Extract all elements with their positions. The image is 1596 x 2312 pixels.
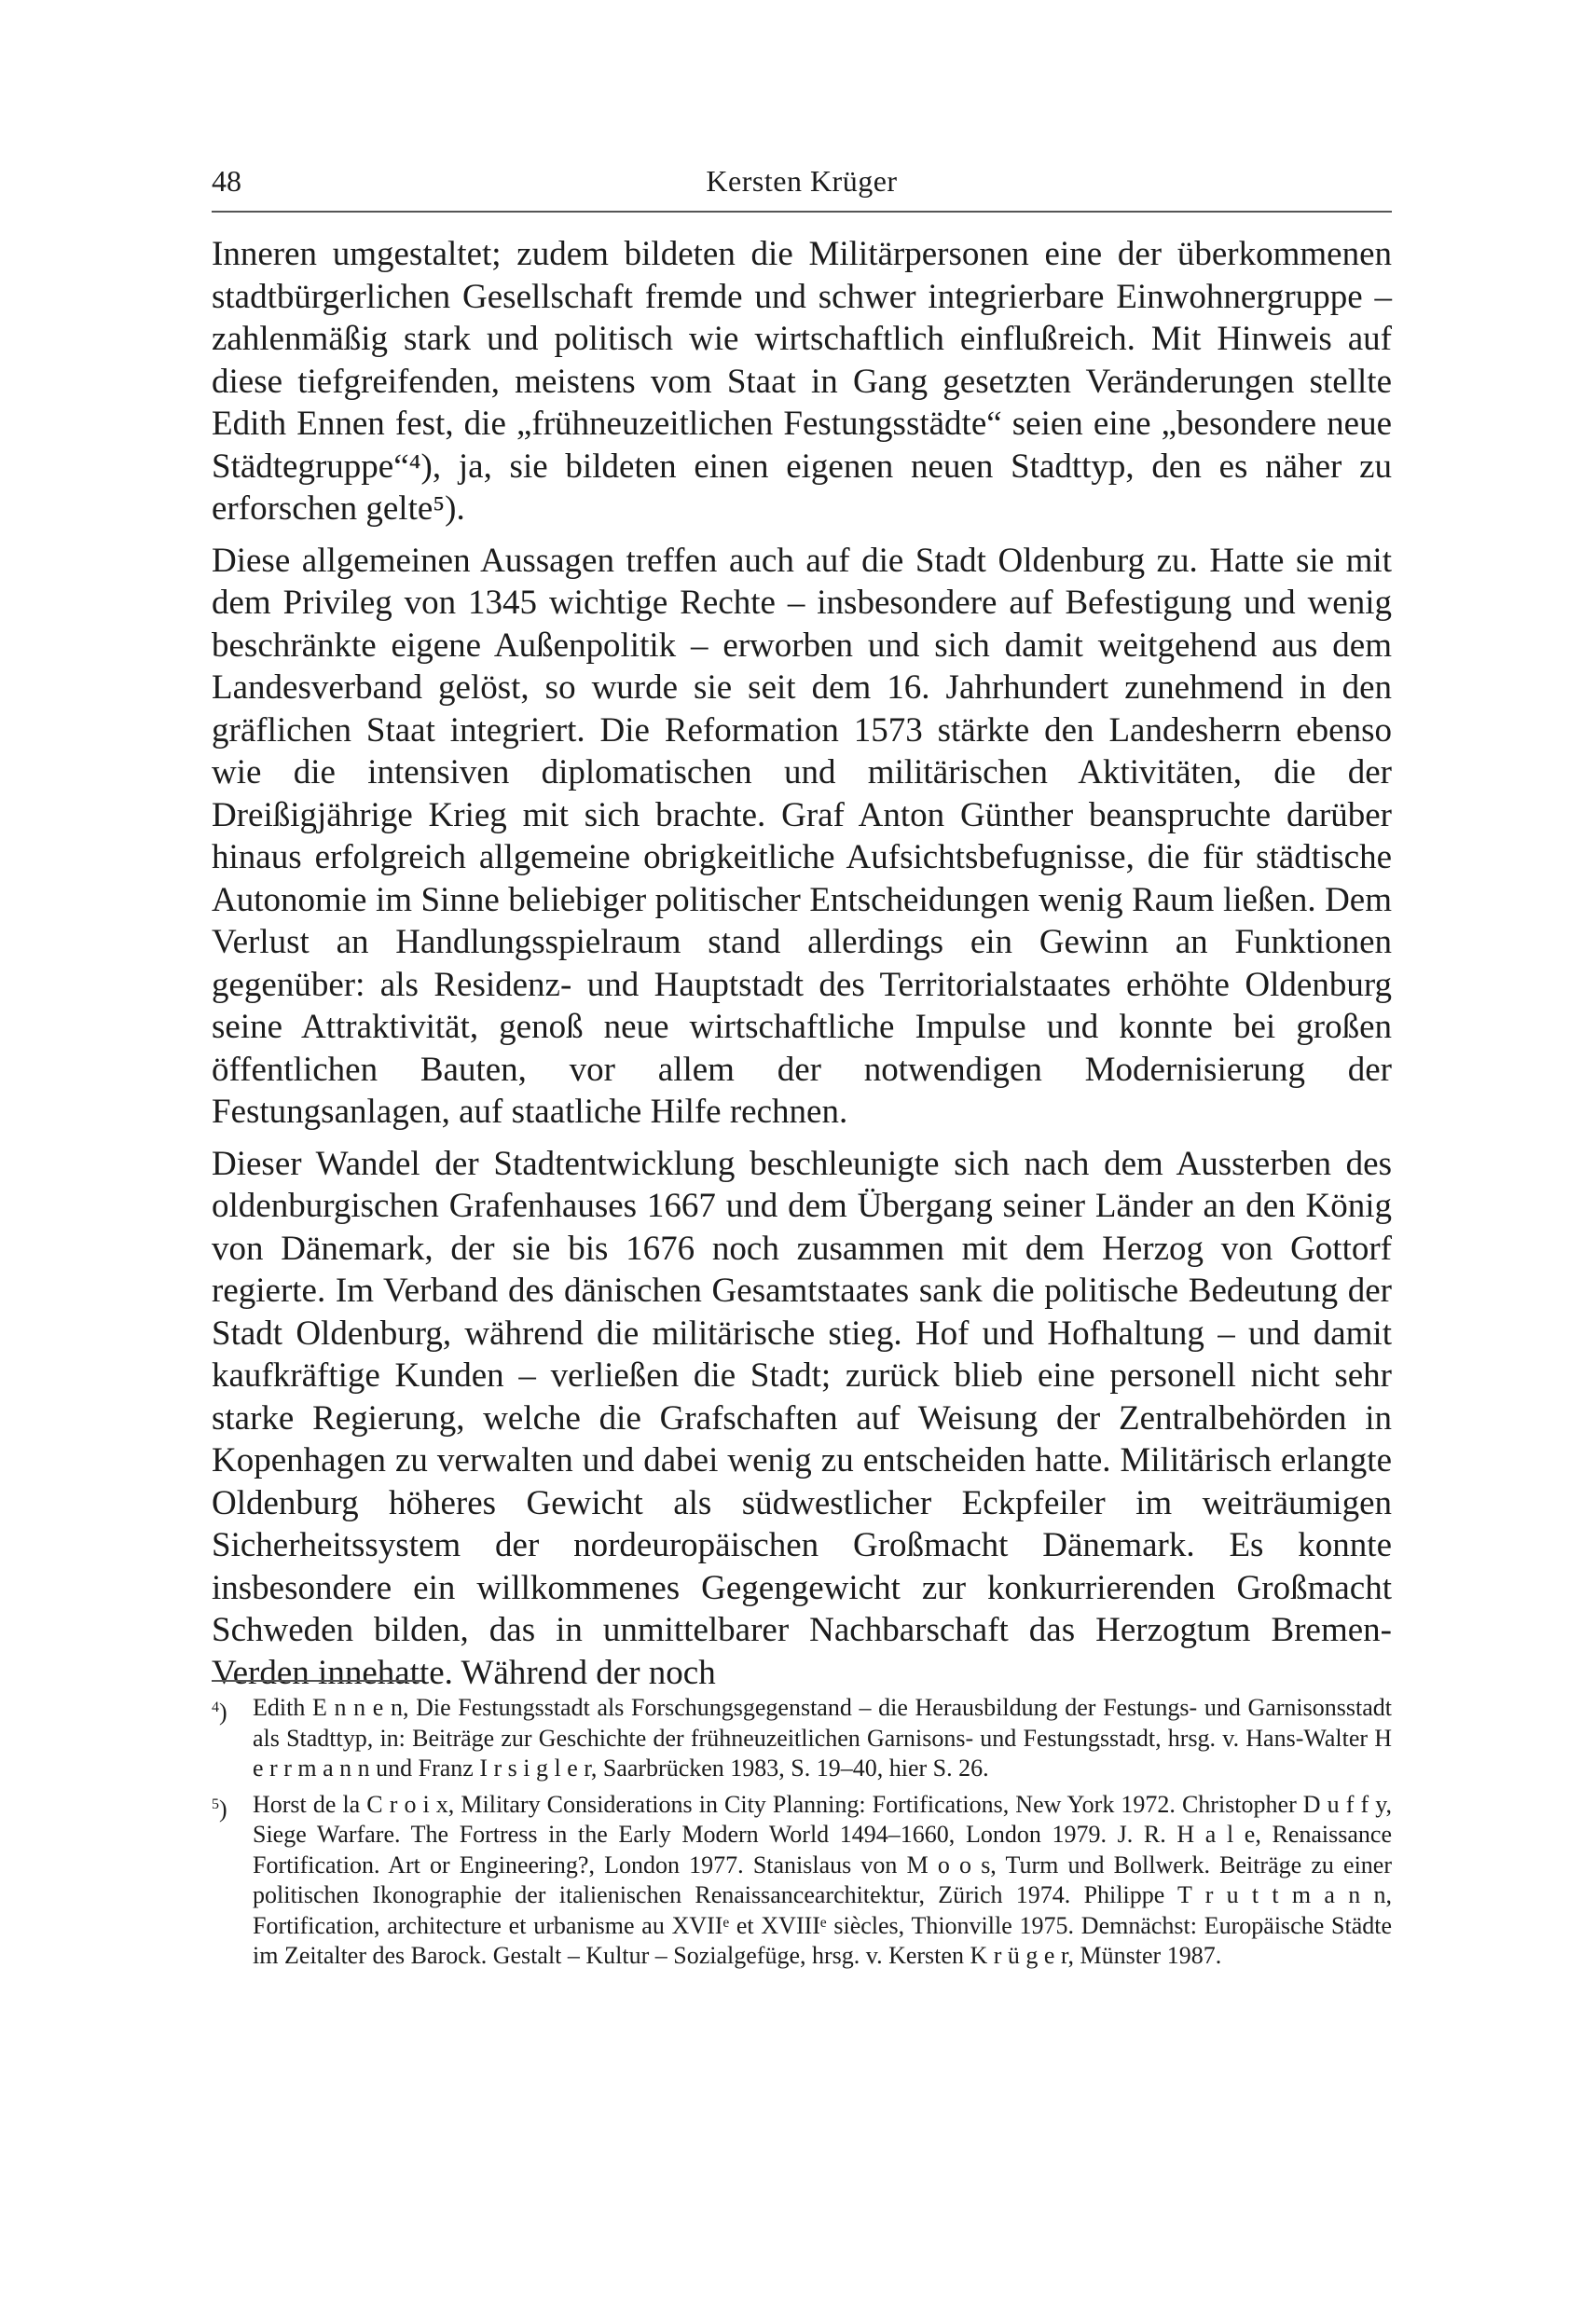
body-paragraph-2: Diese allgemeinen Aussagen treffen auch auf die Stadt Oldenburg zu. Hatte sie mit dem Privileg von 1345 wichtige Rechte – insbesondere auf Befestigung und wenig beschränkte eigene Außenpolitik – erworben und sich damit weitgehend aus dem Landesverband gelöst, so wurde sie seit dem 16. Jahrhundert zunehmend in den gräflichen Staat integriert. Die Reformation 1573 stärkte den Landesherrn ebenso wie die intensiven diplomatischen und militärischen Aktivitäten, die der Dreißigjährige Krieg mit sich brachte. Graf Anton Günther beanspruchte darüber hinaus erfolgreich allgemeine obrigkeitliche Aufsichtsbefugnisse, die für städtische Autonomie im Sinne beliebiger politischer Entscheidungen wenig Raum ließen. Dem Verlust an Handlungsspielraum stand allerdings ein Gewinn an Funktionen gegenüber: als Residenz- und Hauptstadt des Territorialstaates erhöhte Oldenburg seine Attraktivität, genoß neue wirtschaftliche Impulse und konnte bei großen öffentlichen Bauten, vor allem der notwendigen Modernisierung der Festungsanlagen, auf staatliche Hilfe rechnen. [212,541,1392,1131]
book-page [212,140,1392,1969]
header-rule [212,211,1392,213]
footnote-rule [212,1680,422,1682]
body-paragraph-3: Dieser Wandel der Stadtentwicklung beschleunigte sich nach dem Aussterben des oldenburgischen Grafenhauses 1667 und dem Übergang seiner Länder an den König von Dänemark, der sie bis 1676 noch zusammen mit dem Herzog von Gottorf regierte. Im Verband des dänischen Gesamtstaates sank die politische Bedeutung der Stadt Oldenburg, während die militärische stieg. Hof und Hofhaltung – und damit kaufkräftige Kunden – verließen die Stadt; zurück blieb eine personell nicht sehr starke Regierung, welche die Grafschaften auf Weisung der Zentralbehörden in Kopenhagen zu verwalten und dabei wenig zu entscheiden hatte. Militärisch erlangte Oldenburg höheres Gewicht als südwestlicher Eckpfeiler im weiträumigen Sicherheitssystem der nordeuropäischen Großmacht Dänemark. Es konnte insbesondere ein willkommenes Gegengewicht zur konkurrierenden Großmacht Schweden bilden, das in unmittelbarer Nachbarschaft das Herzogtum Bremen-Verden innehatte. Während der noch [212,1144,1392,1692]
footnote-4 [212,1693,1392,1784]
running-head [212,140,1392,196]
running-title: Kersten Krüger [706,164,898,198]
footnote-mark: $^4$) [212,1699,227,1726]
body-text [212,233,1392,1694]
footnote-mark: $^5$) [212,1795,227,1823]
footnotes [212,1693,1392,1977]
footnote-number: 5 [212,1796,219,1812]
footnote-5 [212,1790,1392,1972]
footnote-number: 4 [212,1700,219,1715]
footnote-text: Horst de la C r o i x, Military Considerations in City Planning: Fortifications, New York 1972. Christopher D u f f y, Siege Warfare. The Fortress in the Early Modern World 1494–1660, London 1979. J. R. H a l e, Renaissance Fortification. Art or Engineering?, London 1977. Stanislaus von M o o s, Turm und Bollwerk. Beiträge zu einer politischen Ikonographie der italienischen Renaissancearchitektur, Zürich 1974. Philippe T r u t t m a n n, Fortification, architecture et urbanisme au XVIIᵉ et XVIIIᵉ siècles, Thionville 1975. Demnächst: Europäische Städte im Zeitalter des Barock. Gestalt – Kultur – Sozialgefüge, hrsg. v. Kersten K r ü g e r, Münster 1987. [253,1790,1392,1969]
page-number: 48 [212,164,241,198]
body-paragraph-1: Inneren umgestaltet; zudem bildeten die Militärpersonen eine der überkommenen stadtbürgerlichen Gesellschaft fremde und schwer integrierbare Einwohnergruppe – zahlenmäßig stark und politisch wie wirtschaftlich einflußreich. Mit Hinweis auf diese tiefgreifenden, meistens vom Staat in Gang gesetzten Veränderungen stellte Edith Ennen fest, die „frühneuzeitlichen Festungsstädte“ seien eine „besondere neue Städtegruppe“⁴), ja, sie bildeten einen eigenen neuen Stadttyp, den es näher zu erforschen gelte⁵). [212,235,1392,528]
footnote-text: Edith E n n e n, Die Festungsstadt als Forschungsgegenstand – die Herausbildung der Festungs- und Garnisonsstadt als Stadttyp, in: Beiträge zur Geschichte der frühneuzeitlichen Garnisons- und Festungsstadt, hrsg. v. Hans-Walter H e r r m a n n und Franz I r s i g l e r, Saarbrücken 1983, S. 19–40, hier S. 26. [253,1694,1392,1782]
